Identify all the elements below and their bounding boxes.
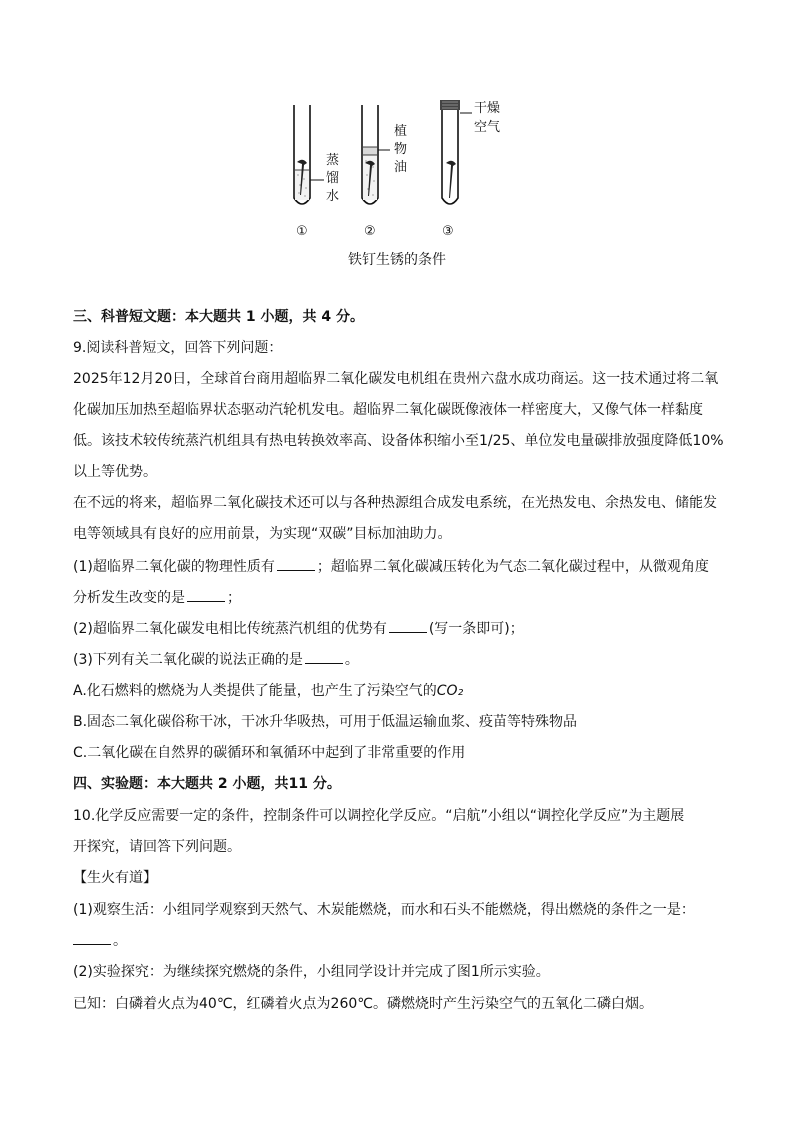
q9-para2-line2: 电等领域具有良好的应用前景，为实现“双碳”目标加油助力。 bbox=[73, 526, 452, 542]
q9-sub1-text-c: 分析发生改变的是 bbox=[73, 590, 185, 606]
q9-sub3 bbox=[73, 649, 359, 669]
q9-para1-line3: 低。该技术较传统蒸汽机组具有热电转换效率高、设备体积缩小至1/25、单位发电量碳排放强度降低10% bbox=[73, 433, 724, 449]
tube-number-3: ③ bbox=[442, 224, 454, 239]
q9-para1-line1: 2025年12月20日，全球首台商用超临界二氧化碳发电机组在贵州六盘水成功商运。这一技术通过将二氧 bbox=[73, 371, 719, 387]
q10-sub1: (1)观察生活：小组同学观察到天然气、木炭能燃烧，而水和石头不能燃烧，得出燃烧的条件之一是： bbox=[73, 902, 695, 918]
q10-subhead: 【生火有道】 bbox=[73, 870, 157, 886]
figure-caption: 铁钉生锈的条件 bbox=[348, 252, 446, 268]
q10-known: 已知：白磷着火点为40℃，红磷着火点为260℃。磷燃烧时产生污染空气的五氧化二磷白烟。 bbox=[73, 996, 653, 1012]
tube-number-2: ② bbox=[364, 224, 376, 239]
q10-sub1-answer bbox=[73, 930, 127, 950]
oil-label-2: 物 bbox=[394, 142, 408, 157]
test-tube-1 bbox=[294, 105, 310, 204]
oil-label-1: 植 bbox=[394, 124, 408, 139]
oil-label-3: 油 bbox=[394, 160, 408, 175]
q9-sub2-text-b: (写一条即可)； bbox=[428, 621, 524, 637]
test-tube-2 bbox=[362, 105, 378, 204]
answer-blank[interactable] bbox=[73, 943, 111, 945]
iron-rust-figure bbox=[280, 95, 520, 245]
q9-option-b: B.固态二氧化碳俗称干冰，干冰升华吸热，可用于低温运输血浆、疫苗等特殊物品 bbox=[73, 714, 578, 730]
q9-option-a bbox=[73, 680, 463, 700]
water-label-3: 水 bbox=[326, 189, 340, 204]
q9-sub2-text-a: (2)超临界二氧化碳发电相比传统蒸汽机组的优势有 bbox=[73, 621, 387, 637]
section-3-heading: 三、科普短文题：本大题共 1 小题，共 4 分。 bbox=[73, 309, 364, 325]
q10-sub2: (2)实验探究：为继续探究燃烧的条件，小组同学设计并完成了图1所示实验。 bbox=[73, 964, 550, 980]
q9-sub1-line2 bbox=[73, 587, 241, 607]
q9-sub1-text-a: (1)超临界二氧化碳的物理性质有 bbox=[73, 559, 275, 575]
q9-sub3-text-b: 。 bbox=[344, 652, 359, 668]
answer-blank[interactable] bbox=[187, 600, 225, 602]
q9-sub1-line1 bbox=[73, 556, 709, 576]
q10-sub1-end: 。 bbox=[113, 933, 127, 949]
answer-blank[interactable] bbox=[305, 662, 343, 664]
q10-line1: 10.化学反应需要一定的条件，控制条件可以调控化学反应。“启航”小组以“调控化学反应”为主题展 bbox=[73, 808, 685, 824]
q9-sub1-text-d: ； bbox=[227, 590, 241, 606]
q9-para2-line1: 在不远的将来，超临界二氧化碳技术还可以与各种热源组合成发电系统，在光热发电、余热发电、储能发 bbox=[73, 495, 717, 511]
tube-number-1: ① bbox=[296, 224, 308, 239]
answer-blank[interactable] bbox=[277, 569, 315, 571]
q10-line2: 开探究，请回答下列问题。 bbox=[73, 839, 241, 855]
q9-para1-line4: 以上等优势。 bbox=[73, 464, 157, 480]
dry-air-label-1: 干燥 bbox=[474, 101, 501, 116]
q9-sub3-text-a: (3)下列有关二氧化碳的说法正确的是 bbox=[73, 652, 303, 668]
dry-air-label-2: 空气 bbox=[474, 120, 501, 135]
test-tube-3 bbox=[440, 100, 460, 204]
q9-para1-line2: 化碳加压加热至超临界状态驱动汽轮机发电。超临界二氧化碳既像液体一样密度大，又像气体一样黏度 bbox=[73, 402, 703, 418]
q9-option-c: C.二氧化碳在自然界的碳循环和氧循环中起到了非常重要的作用 bbox=[73, 745, 466, 761]
water-label-2: 馏 bbox=[326, 171, 340, 186]
q9-sub1-text-b: ；超临界二氧化碳减压转化为气态二氧化碳过程中，从微观角度 bbox=[316, 559, 709, 575]
q9-sub2 bbox=[73, 618, 524, 638]
q9-intro: 9.阅读科普短文，回答下列问题： bbox=[73, 340, 283, 356]
option-a-formula: CO₂ bbox=[436, 683, 464, 699]
section-4-heading: 四、实验题：本大题共 2 小题，共11 分。 bbox=[73, 776, 341, 792]
answer-blank[interactable] bbox=[389, 631, 427, 633]
test-tubes-diagram bbox=[280, 95, 520, 245]
water-label-1: 蒸 bbox=[326, 153, 340, 168]
option-a-text: A.化石燃料的燃烧为人类提供了能量，也产生了污染空气的 bbox=[73, 683, 437, 699]
